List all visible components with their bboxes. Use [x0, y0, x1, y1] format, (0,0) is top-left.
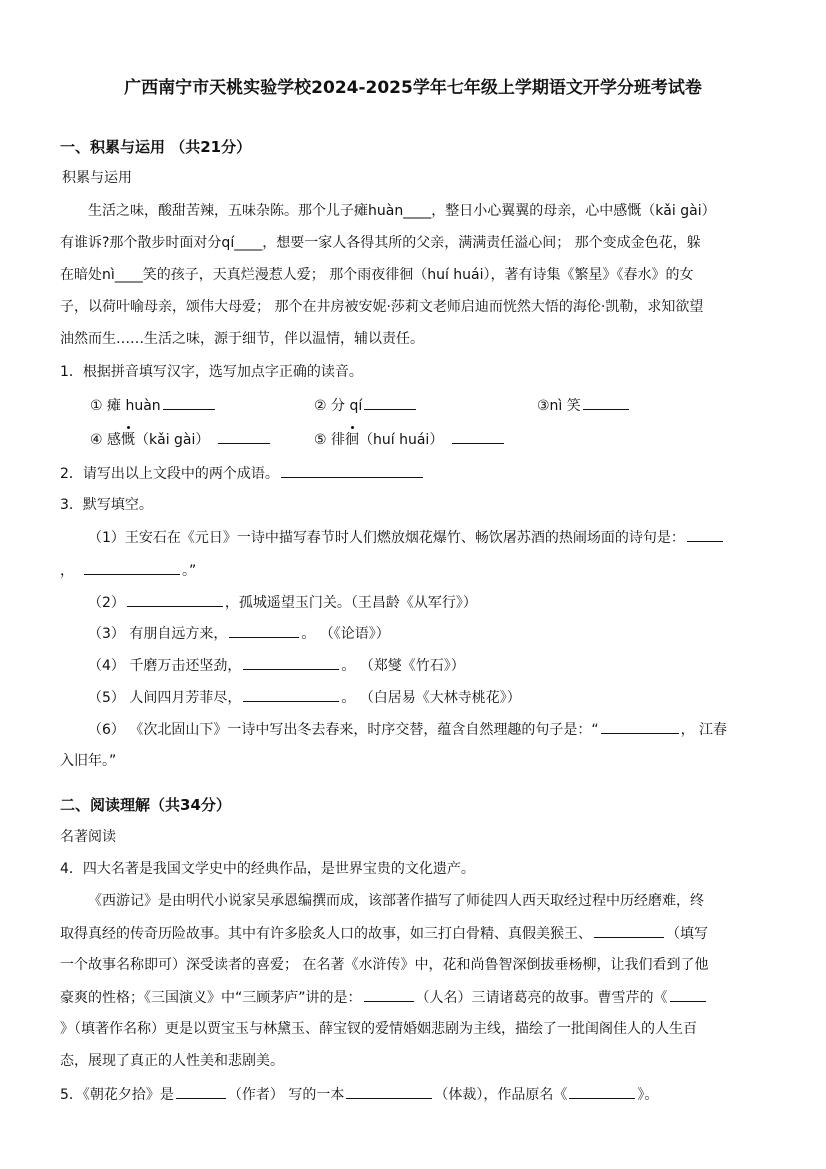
q3-2 — [88, 592, 766, 613]
q5-text: 5．《朝花夕拾》是 — [60, 1087, 174, 1103]
q1-item-4-options: （kǎi gài） — [135, 432, 210, 448]
section1-subheading: 积累与运用 — [62, 170, 132, 186]
q1-item-4-label: ④ 感 — [90, 432, 122, 448]
q3-1-line-2 — [60, 560, 766, 581]
q3-6-text-end: ， 江春 — [680, 722, 728, 738]
answer-blank[interactable] — [601, 719, 679, 734]
answer-blank[interactable] — [670, 987, 706, 1002]
answer-blank[interactable] — [346, 1084, 432, 1099]
q1-item-4 — [90, 429, 272, 450]
answer-blank[interactable] — [687, 527, 723, 542]
answer-blank[interactable] — [594, 923, 664, 938]
section2-subheading: 名著阅读 — [60, 829, 116, 845]
q1-item-5 — [314, 429, 506, 450]
q1-item-1-label: ① 瘫 huàn — [90, 398, 161, 414]
question-4: 4．四大名著是我国文学史中的经典作品，是世界宝贵的文化遗产。 — [60, 861, 475, 877]
q1-item-5-options: （huí huái） — [359, 432, 444, 448]
q4-para-line-4-mid: （人名）三请诸葛亮的故事。曹雪芹的《 — [415, 990, 668, 1006]
q3-4-text: （4） 千磨万击还坚劲， — [88, 658, 242, 674]
q3-5-source: 。 （白居易《大林寺桃花》） — [341, 690, 521, 706]
q5-genre: （体裁），作品原名《 — [434, 1087, 568, 1103]
q3-2-text: ，孤城遥望玉门关。（王昌龄《从军行》） — [224, 595, 477, 611]
section2-heading: 二、阅读理解（共34分） — [60, 796, 231, 814]
question-1: 1．根据拼音填写汉字，选写加点字正确的读音。 — [60, 364, 363, 380]
q3-3-text: （3） 有朋自远方来， — [88, 626, 228, 642]
answer-blank[interactable] — [176, 1084, 226, 1099]
q3-4-source: 。 （郑燮《竹石》） — [341, 658, 465, 674]
q3-5-text: （5） 人间四月芳菲尽， — [88, 690, 242, 706]
q3-1-comma: ， — [60, 563, 74, 579]
answer-blank[interactable] — [243, 687, 339, 702]
question-2 — [60, 463, 766, 484]
q1-item-2-label: ② 分 qí — [314, 398, 363, 414]
q1-item-5-label: ⑤ 徘 — [314, 432, 346, 448]
answer-blank[interactable] — [452, 429, 504, 444]
q3-5 — [88, 687, 766, 708]
question-5 — [60, 1084, 766, 1105]
q3-4 — [88, 655, 766, 676]
q4-para-line-1: 《西游记》是由明代小说家吴承恩编撰而成，该部著作描写了师徒四人西天取经过程中历经磨难，终 — [88, 893, 704, 909]
q3-2-number: （2） — [88, 595, 125, 611]
q4-para-line-2 — [60, 923, 766, 944]
q4-para-line-3: 一个故事名称即可）深受读者的喜爱； 在名著《水浒传》中，花和尚鲁智深倒拔垂杨柳，让我们看到了他 — [60, 957, 709, 973]
answer-blank[interactable] — [364, 987, 414, 1002]
dotted-character: 慨 — [121, 432, 136, 448]
q3-6-line-1 — [88, 719, 766, 740]
q3-6-text: （6） 《次北固山下》一诗中写出冬去春来，时序交替，蕴含自然理趣的句子是：“ — [88, 722, 599, 738]
q5-end: 》。 — [637, 1087, 659, 1103]
q3-1-text: （1）王安石在《元日》一诗中描写春节时人们燃放烟花爆竹、畅饮屠苏酒的热闹场面的诗句是： — [88, 530, 685, 546]
answer-blank[interactable] — [218, 429, 270, 444]
passage-line-4: 子，以荷叶喻母亲，颂伟大母爱； 那个在井房被安妮·莎莉文老师启迪而恍然大悟的海伦·凯勒，求知欲望 — [60, 299, 704, 315]
passage-line-2: 有谁诉?那个散步时面对分qí____，想要一家人各得其所的父亲，满满责任溢心间； 那个变成金色花，躲 — [60, 235, 701, 251]
answer-blank[interactable] — [281, 463, 423, 478]
q4-para-line-5: 》（填著作名称）更是以贾宝玉与林黛玉、薛宝钗的爱情婚姻悲剧为主线，描绘了一批闺阁佳人的人生百 — [60, 1021, 697, 1037]
q3-1-end: 。” — [182, 563, 197, 579]
passage-line-1: 生活之味，酸甜苦辣，五味杂陈。那个儿子瘫huàn____，整日小心翼翼的母亲，心中感慨（kǎi gài） — [88, 203, 716, 219]
q4-para-line-2-text: 取得真经的传奇历险故事。其中有许多脍炙人口的故事，如三打白骨精、真假美猴王、 — [60, 926, 592, 942]
q3-3 — [88, 623, 766, 644]
q5-author: （作者） 写的一本 — [227, 1087, 345, 1103]
answer-blank[interactable] — [127, 592, 223, 607]
answer-blank[interactable] — [229, 623, 299, 638]
answer-blank[interactable] — [84, 560, 180, 575]
q3-6-line-2: 入旧年。” — [60, 753, 117, 769]
q1-item-2 — [314, 395, 418, 416]
dotted-character: 徊 — [345, 432, 360, 448]
q1-item-3-label: ③nì 笑 — [537, 398, 581, 414]
answer-blank[interactable] — [583, 395, 629, 410]
answer-blank[interactable] — [364, 395, 416, 410]
q4-para-line-6: 态，展现了真正的人性美和悲剧美。 — [60, 1053, 284, 1069]
answer-blank[interactable] — [243, 655, 339, 670]
passage-line-3: 在暗处nì____笑的孩子，天真烂漫惹人爱； 那个雨夜徘徊（huí huái），著有诗集《繁星》《春水》的女 — [60, 267, 694, 283]
question-3: 3．默写填空。 — [60, 497, 153, 513]
answer-blank[interactable] — [569, 1084, 635, 1099]
q4-para-line-4-text: 豪爽的性格；《三国演义》中“三顾茅庐”讲的是： — [60, 990, 362, 1006]
section1-heading: 一、积累与运用 （共21分） — [60, 138, 252, 156]
q3-3-source: 。 （《论语》） — [301, 626, 390, 642]
q4-para-line-2-end: （填写 — [666, 926, 708, 942]
answer-blank[interactable] — [163, 395, 215, 410]
question-2-text: 2．请写出以上文段中的两个成语。 — [60, 466, 279, 482]
q3-1-line-1 — [88, 527, 766, 548]
q1-item-3 — [537, 395, 631, 416]
passage-line-5: 油然而生……生活之味，源于细节，伴以温情，辅以责任。 — [60, 331, 424, 347]
q4-para-line-4 — [60, 987, 766, 1008]
document-title: 广西南宁市天桃实验学校2024-2025学年七年级上学期语文开学分班考试卷 — [124, 78, 702, 98]
q1-item-1 — [90, 395, 217, 416]
